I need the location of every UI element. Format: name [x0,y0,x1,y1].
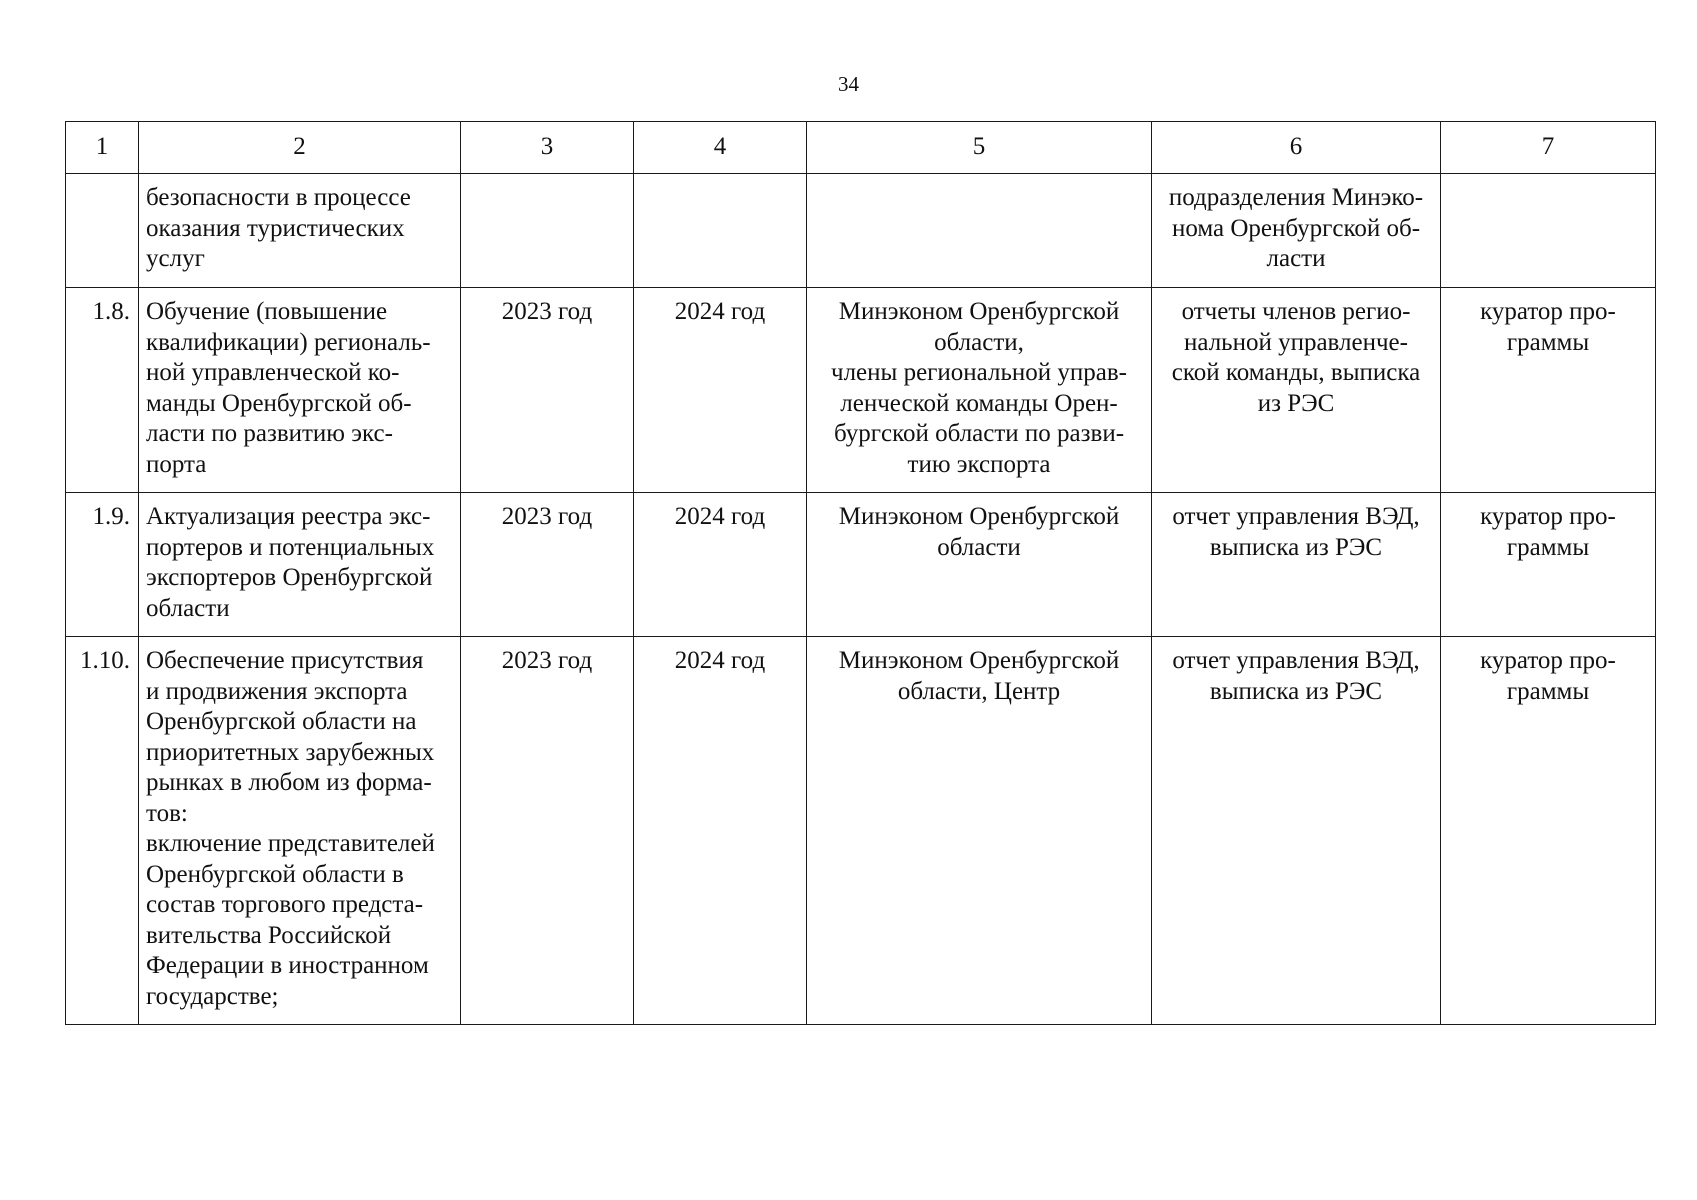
table-row [66,174,1656,288]
measures-table [65,121,1656,1025]
end-date-cell [634,174,807,288]
control-cell: куратор про- граммы [1441,637,1656,1025]
row-number-cell: 1.8. [66,288,139,493]
table-row [66,637,1656,1025]
start-date-cell [461,174,634,288]
table-row [66,288,1656,493]
end-date-cell: 2024 год [634,288,807,493]
end-date-cell: 2024 год [634,493,807,637]
column-header: 3 [461,122,634,174]
responsible-cell: Минэконом Оренбургской области, члены региональной управ- ленческой команды Орен- бургской области по разви- тию экспорта [807,288,1152,493]
result-cell: подразделения Минэко- нома Оренбургской об- ласти [1152,174,1441,288]
result-cell: отчет управления ВЭД, выписка из РЭС [1152,493,1441,637]
result-cell: отчет управления ВЭД, выписка из РЭС [1152,637,1441,1025]
measure-cell: безопасности в процессе оказания туристических услуг [139,174,461,288]
table-row [66,493,1656,637]
control-cell: куратор про- граммы [1441,288,1656,493]
start-date-cell: 2023 год [461,637,634,1025]
end-date-cell: 2024 год [634,637,807,1025]
measure-cell: Обучение (повышение квалификации) региональ- ной управленческой ко- манды Оренбургской об- ласти по развитию экс- порта [139,288,461,493]
column-header: 7 [1441,122,1656,174]
result-cell: отчеты членов регио- нальной управленче- ской команды, выписка из РЭС [1152,288,1441,493]
start-date-cell: 2023 год [461,493,634,637]
responsible-cell [807,174,1152,288]
control-cell: куратор про- граммы [1441,493,1656,637]
column-header: 5 [807,122,1152,174]
row-number-cell: 1.9. [66,493,139,637]
measure-cell: Обеспечение присутствия и продвижения экспорта Оренбургской области на приоритетных зарубежных рынках в любом из форма- тов: включение представителей Оренбургской области в состав торгового предста- вительства Российской Федерации в иностранном государстве; [139,637,461,1025]
column-header: 2 [139,122,461,174]
row-number-cell: 1.10. [66,637,139,1025]
start-date-cell: 2023 год [461,288,634,493]
column-header: 1 [66,122,139,174]
measure-cell: Актуализация реестра экс- портеров и потенциальных экспортеров Оренбургской области [139,493,461,637]
table-header-row [66,122,1656,174]
responsible-cell: Минэконом Оренбургской области [807,493,1152,637]
control-cell [1441,174,1656,288]
responsible-cell: Минэконом Оренбургской области, Центр [807,637,1152,1025]
column-header: 6 [1152,122,1441,174]
row-number-cell [66,174,139,288]
page-number: 34 [838,72,859,96]
column-header: 4 [634,122,807,174]
